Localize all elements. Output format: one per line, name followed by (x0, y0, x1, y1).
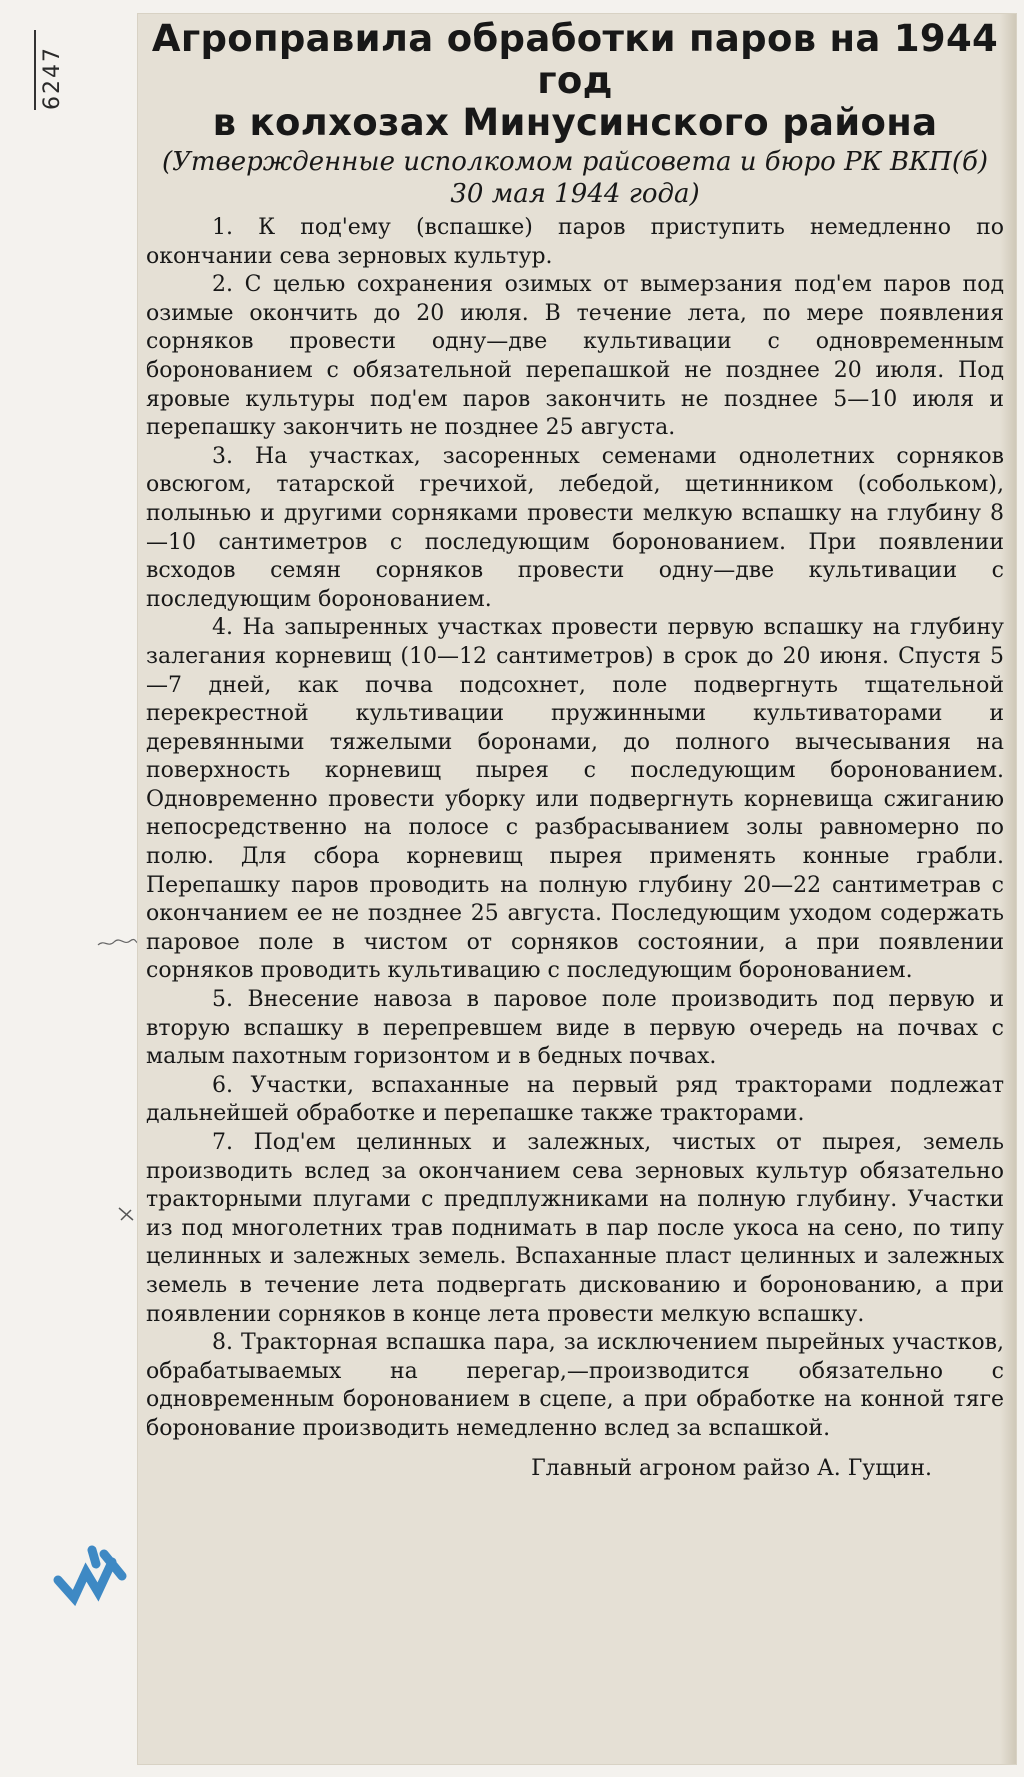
title-line-1: Агроправила обработки паров на 1944 год (151, 17, 999, 102)
rule-paragraph-8: 8. Тракторная вспашка пара, за исключением пырейных участков, обрабатываемых на перегар,—производится обязательно с одновременным боронованием в сцепе, а при обработке на конной тяге боронование производить немедленно вслед за вспашкой. (146, 1330, 1004, 1441)
rule-paragraph-3: 3. На участках, засоренных семенами однолетних сорняков овсюгом, татарской гречихой, лебедой, щетинником (собольком), полынью и другими сорняками провести мелкую вспашку на глубину 8—10 сантиметров с последующим боронованием. При появлении всходов семян сорняков провести одну—две культивации с последующим боронованием. (146, 443, 1004, 612)
article-title (146, 18, 1004, 144)
title-line-2: в колхозах Минусинского района (212, 101, 938, 144)
margin-pencil-note (96, 936, 140, 953)
margin-scribble-icon (96, 936, 140, 950)
article-body (146, 214, 1004, 1444)
blue-pencil-mark-icon (52, 1542, 130, 1612)
rule-paragraph-2: 2. С целью сохранения озимых от вымерзания под'ем паров под озимые окончить до 20 июля. В течение лета, по мере появления сорняков провести одну—две культивации с одновременным боронованием с обязательной перепашкой не позднее 20 июля. Под яровые культуры под'ем паров закончить не позднее 5—10 июля и перепашку закончить не позднее 25 августа. (146, 272, 1004, 441)
archive-number-stamp: 6247 (40, 30, 70, 110)
article (146, 18, 1004, 1484)
article-subtitle: (Утвержденные исполкомом райсовета и бюро РК ВКП(б) 30 мая 1944 года) (161, 147, 989, 209)
rule-paragraph-5: 5. Внесение навоза в паровое поле производить под первую и вторую вспашку в перепревшем виде в первую очередь на почвах с малым пахотным горизонтом и в бедных почвах. (146, 987, 1004, 1070)
rule-paragraph-1: 1. К под'ему (вспашке) паров приступить немедленно по окончании сева зерновых культур. (146, 215, 1004, 269)
rule-paragraph-6: 6. Участки, вспаханные на первый ряд тракторами подлежат дальнейшей обработке и перепашке также тракторами. (146, 1072, 1004, 1127)
article-signature: Главный агроном райзо А. Гущин. (531, 1455, 932, 1481)
rule-paragraph-4: 4. На запыренных участках провести первую вспашку на глубину залегания корневищ (10—12 сантиметров) в срок до 20 июня. Спустя 5—7 дней, как почва подсохнет, поле подвергнуть тщательной перекрестной культивации пружинными культиваторами и деревянными тяжелыми боронами, до полного вычесывания на поверхность корневищ пырея с последующим боронованием. Одновременно провести уборку или подвергнуть корневища сжиганию непосредственно на полосе с разбрасыванием золы равномерно по полю. Для сбора корневищ пырея применять конные грабли. Перепашку паров проводить на полную глубину 20—22 сантиметрав с окончанием ее не позднее 25 августа. Последующим уходом содержать паровое поле в чистом от сорняков состоянии, а при появлении сорняков проводить культивацию с последующим боронованием. (146, 615, 1004, 984)
margin-check-icon (116, 1204, 136, 1224)
rule-paragraph-7: 7. Под'ем целинных и залежных, чистых от пырея, земель производить вслед за окончанием сева зерновых культур обязательно тракторными плугами с предплужниками на полную глубину. Участки из под многолетних трав поднимать в пар после укоса на сено, по типу целинных и залежных земель. Вспаханные пласт целинных и залежных земель в течение лета подвергать дискованию и боронованию, а при появлении сорняков в конце лета провести мелкую вспашку. (146, 1130, 1004, 1327)
